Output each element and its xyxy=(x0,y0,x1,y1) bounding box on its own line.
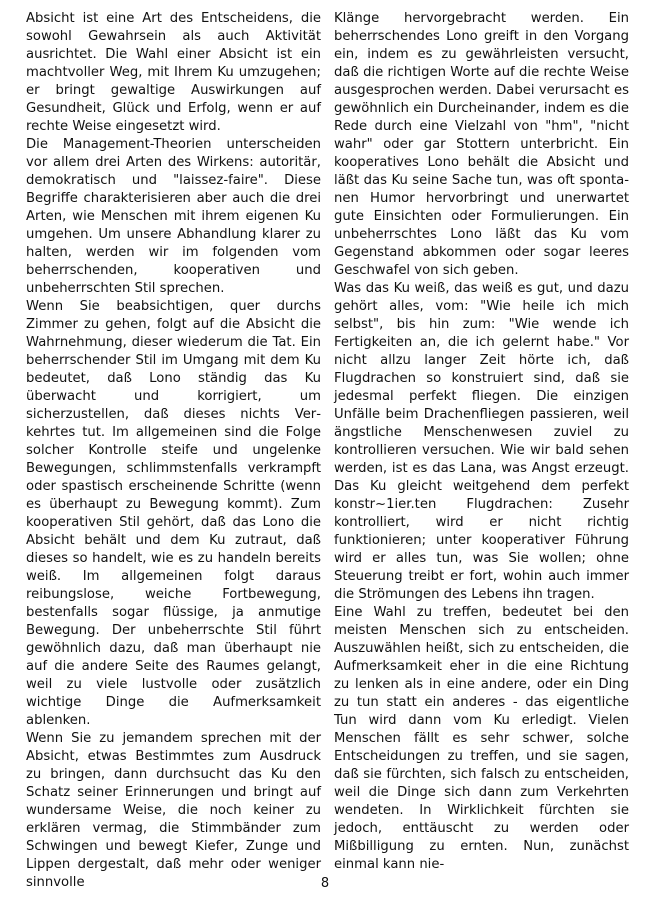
paragraph: Absicht ist eine Art des Entscheidens, die sowohl Gewahrsein als auch Aktivität ausrichtet. Die Wahl einer Absicht ist ein machtvoller Weg, mit Ihrem Ku umzugehen; er bringt gewaltige Auswirkungen auf Gesundheit, Glück und Erfolg, wenn er auf rechte Weise eingesetzt wird. xyxy=(26,11,321,134)
page-number: 8 xyxy=(320,876,330,891)
paragraph: Klänge hervorgebracht werden. Ein beherrschendes Lono greift in den Vorgang ein, indem es zu gewährleisten versucht, daß die richtigen Worte auf die rechte Weise ausgesprochen werden. Dabei verursacht es gewöhnlich ein Durcheinander, indem es die Rede durch eine Vielzahl von "hm", "nicht wahr" oder gar Stottern unterbricht. Ein kooperatives Lono behält die Absicht und läßt das Ku seine Sache tun, was oft spontanen Humor hervorbringt und unerwartet gute Einsichten oder Formulierungen. Ein unbeherrschtes Lono läßt das Ku vom Gegenstand abkommen oder sogar leeres Geschwafel von sich geben. xyxy=(334,11,629,278)
paragraph: Wenn Sie beabsichtigen, quer durchs Zimmer zu gehen, folgt auf die Absicht die Wahrnehmung, dieser wiederum die Tat. Ein beherrschender Stil im Umgang mit dem Ku bedeutet, daß Lono ständig das Ku überwacht und korrigiert, um sicherzustellen, daß dieses nichts Verkehrtes tut. Im allgemeinen sind die Folge solcher Kontrolle steife und ungelenke Bewegungen, schlimmstenfalls verkrampft oder spastisch erscheinende Schritte (wenn es überhaupt zu Bewegung kommt). Zum kooperativen Stil gehört, daß das Lono die Absicht behält und dem Ku zutraut, daß dieses so handelt, wie es zu handeln bereits weiß. Im allgemeinen folgt daraus reibungslose, weiche Fortbewegung, bestenfalls sogar flüssige, ja anmutige Bewegung. Der unbeherrschte Stil führt gewöhnlich dazu, daß man überhaupt nie auf die andere Seite des Raumes gelangt, weil zu viele lustvolle oder zusätzlich wichtige Dinge die Aufmerksamkeit ablenken. xyxy=(26,299,321,728)
left-column xyxy=(26,10,321,892)
paragraph: Die Management-Theorien unterscheiden vor allem drei Arten des Wirkens: autoritär, demokratisch und "laissez-faire". Diese Begriffe charakterisieren aber auch die drei Arten, wie Menschen mit ihrem eigenen Ku umgehen. Um unsere Abhandlung klarer zu halten, werden wir im folgenden vom beherrschenden, kooperativen und unbeherrschten Stil sprechen. xyxy=(26,137,321,296)
paragraph: Was das Ku weiß, das weiß es gut, und dazu gehört alles, vom: "Wie heile ich mich selbst", bis hin zum: "Wie wende ich Fertigkeiten an, die ich gelernt habe." Vor nicht allzu langer Zeit hörte ich, daß Flugdrachen so konstruiert sind, daß sie jedesmal perfekt fliegen. Die einzigen Unfälle beim Drachenfliegen passieren, weil ängstliche Menschenwesen zuviel zu kontrollieren versuchen. Wie wir bald sehen werden, ist es das Lana, was Angst erzeugt. Das Ku gleicht weitgehend dem perfekt konstr~1ier.ten Flugdrachen: Zusehr kontrolliert, wird er nicht richtig funktionieren; unter kooperativer Führung wird er alles tun, was Sie wollen; ohne Steuerung treibt er fort, wohin auch immer die Strömungen des Lebens ihn tragen. xyxy=(334,281,629,602)
paragraph: Eine Wahl zu treffen, bedeutet bei den meisten Menschen sich zu entscheiden. Auszuwählen heißt, sich zu entscheiden, die Aufmerksamkeit eher in die eine Richtung zu lenken als in eine andere, oder ein Ding zu tun statt ein anderes - das eigentliche Tun wird dann vom Ku erledigt. Vielen Menschen fällt es sehr schwer, solche Entscheidungen zu treffen, und sie sagen, daß sie fürchten, sich falsch zu entscheiden, weil die Dinge sich dann zum Verkehrten wendeten. In Wirklichkeit fürchten sie jedoch, enttäuscht zu werden oder Mißbilligung zu ernten. Nun, zunächst einmal kann nie- xyxy=(334,605,629,872)
right-column xyxy=(334,10,629,874)
paragraph: Wenn Sie zu jemandem sprechen mit der Absicht, etwas Bestimmtes zum Ausdruck zu bringen, dann durchsucht das Ku den Schatz seiner Erinnerungen und bringt auf wundersame Weise, die noch keiner zu erklären vermag, die Stimmbänder zum Schwingen und bewegt Kiefer, Zunge und Lippen dergestalt, daß mehr oder weniger sinnvolle xyxy=(26,731,321,890)
